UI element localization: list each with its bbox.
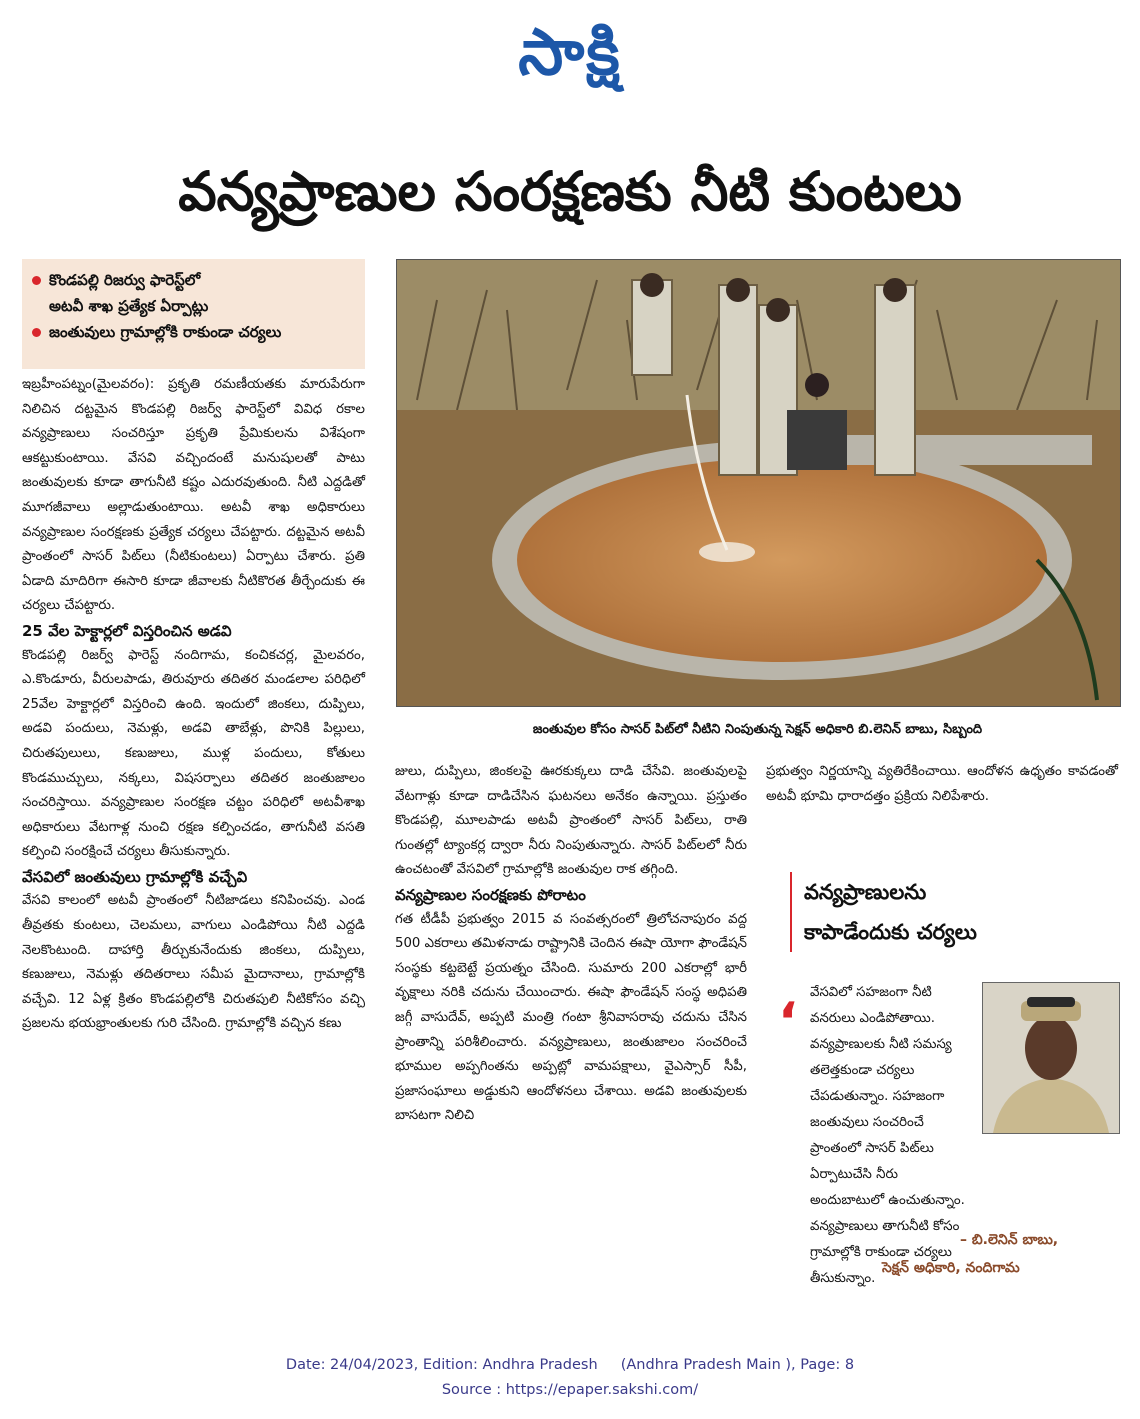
article-column-3 [766,760,1118,809]
quote-signature: – బి.లెనిన్ బాబు, [960,1232,1059,1248]
article-intro: ఇబ్రహీంపట్నం(మైలవరం): ప్రకృతి రమణీయతకు మారుపేరుగా నిలిచిన దట్టమైన కొండపల్లి రిజర్వ్ ఫారెస్ట్‌లో వివిధ రకాల వన్యప్రాణులు సంచరిస్తూ ప్రకృతి ప్రేమికులను విశేషంగా ఆకట్టుకుంటాయి. వేసవి వచ్చిందంటే మనుషులతో పాటు జంతువులకు కూడా తాగునీటి కష్టం ఎదురవుతుంది. నీటి ఎద్దడితో మూగజీవాలు అల్లాడుతుంటాయి. అటవీ శాఖ అధికారులు వన్యప్రాణుల సంరక్షణకు ప్రత్యేక చర్యలు చేపట్టారు. దట్టమైన అటవీ ప్రాంతంలో సాసర్ పిట్‌లు (నీటికుంటలు) ఏర్పాటు చేశారు. ప్రతి ఏడాది మాదిరిగా ఈసారి కూడా జీవాలకు నీటికొరత తీర్చేందుకు ఈ చర్యలు చేపట్టారు. [22,377,365,614]
bullet-dot-icon [32,276,41,285]
article-paragraph: వేసవి కాలంలో అటవీ ప్రాంతంలో నీటిజాడలు కనిపించవు. ఎండ తీవ్రతకు కుంటలు, చెలమలు, వాగులు ఎండిపోయి నీటి ఎద్దడి నెలకొంటుంది. దాహార్తి తీర్చుకునేందుకు జింకలు, దుప్పిలు, కణుజులు, నెమళ్లు తదితరాలు సమీప మైదానాలు, గ్రామాల్లోకి వచ్చేవి. 12 ఏళ్ల క్రితం కొండపల్లిలోకి చిరుతపులి నీటికోసం వచ్చి ప్రజలను భయభ్రాంతులకు గురి చేసింది. గ్రామాల్లోకి వచ్చిన కణు [22,893,365,1032]
quote-box-heading: వన్యప్రాణులను కాపాడేందుకు చర్యలు [804,880,977,944]
highlight-item: కొండపల్లి రిజర్వు ఫారెస్ట్‌లో [32,267,355,293]
article-column-1 [22,373,365,1037]
newspaper-logo: సాక్షి [518,16,622,90]
photo-caption: జంతువుల కోసం సాసర్ పిట్‌లో నీటిని నింపుతున్న సెక్షన్ అధికారి బి.లెనిన్ బాబు, సిబ్బంది [532,722,983,737]
source-footer[interactable]: Source : https://epaper.sakshi.com/ [441,1382,699,1398]
article-column-2 [395,760,747,1129]
highlight-item: జంతువులు గ్రామాల్లోకి రాకుండా చర్యలు [32,319,355,345]
officer-quote: వేసవిలో సహజంగా నీటి వనరులు ఎండిపోతాయి. వన్యప్రాణులకు నీటి సమస్య తలెత్తకుండా చర్యలు చేపడుతున్నాం. సహజంగా జంతువులు సంచరించే ప్రాంతంలో సాసర్ పిట్‌లు ఏర్పాటుచేసి నీరు అందుబాటులో ఉంచుతున్నాం. వన్యప్రాణులు తాగునీటి కోసం గ్రామాల్లోకి రాకుండా చర్యలు తీసుకున్నాం. [810,985,965,1286]
article-paragraph: గత టీడీపీ ప్రభుత్వం 2015 వ సంవత్సరంలో త్రిలోచనాపురం వద్ద 500 ఎకరాలు తమిళనాడు రాష్ట్రానికి చెందిన ఈషా యోగా ఫౌండేషన్ సంస్థకు కట్టబెట్టే ప్రయత్నం చేసింది. సుమారు 200 ఎకరాల్లో భారీ వృక్షాలు నరికి చదును చేయించారు. ఈషా ఫౌండేషన్ సంస్థ అధిపతి జగ్గీ వాసుదేవ్, అప్పటి మంత్రి గంటా శ్రీనివాసరావు చదును చేసిన ప్రాంతాన్ని పరిశీలించారు. వన్యప్రాణులు, జంతుజాలం సంచరించే భూముల అప్పగింతను అప్పట్లో వామపక్షాలు, వైఎస్సార్ సీపీ, ప్రజాసంఘాలు అడ్డుకుని ఆందోళనలు చేశాయి. అడవి జంతువులకు బాసటగా నిలిచి [395,911,747,1124]
page-title: వన్యప్రాణుల సంరక్షణకు నీటి కుంటలు [178,160,962,223]
subheading: వన్యప్రాణుల సంరక్షణకు పోరాటం [395,885,586,904]
highlight-item: అటవీ శాఖ ప్రత్యేక ఏర్పాట్లు [49,297,209,315]
subheading: వేసవిలో జంతువులు గ్రామాల్లోకి వచ్చేవి [22,867,248,886]
edition-footer: Date: 24/04/2023, Edition: Andhra Pradesh (Andhra Pradesh Main ), Page: 8 [285,1357,855,1373]
photo-illustration [397,260,1120,706]
quote-designation: సెక్షన్ అధికారి, నందిగామ [882,1260,1020,1276]
highlights-box [22,259,365,369]
bullet-dot-icon [32,328,41,337]
article-paragraph: కొండపల్లి రిజర్వ్ ఫారెస్ట్ నందిగామ, కంచికచర్ల, మైలవరం, ఎ.కొండూరు, వీరులపాడు, తిరువూరు తదితర మండలాల పరిధిలో 25వేల హెక్టార్లలో విస్తరించి ఉంది. ఇందులో జింకలు, దుప్పిలు, అడవి పందులు, నెమళ్లు, అడవి తాబేళ్లు, పొనికి పిల్లులు, చిరుతపులులు, కణుజులు, ముళ్ల పందులు, కోతులు కొండముచ్చులు, నక్కలు, విషసర్పాలు తదితర జంతుజాలం సంచరిస్తాయి. వన్యప్రాణుల సంరక్షణ చట్టం పరిధిలో అటవీశాఖ అధికారులు వేటగాళ్ల నుంచి రక్షణ కల్పించడం, తాగునీటి వసతి కల్పించి సంరక్షించే చర్యలు తీసుకున్నారు. [22,647,365,860]
quote-mark-icon: ‘ [778,992,798,1052]
news-photo [396,259,1121,707]
article-paragraph: జులు, దుప్పిలు, జింకలపై ఊరకుక్కలు దాడి చేసేవి. జంతువులపై వేటగాళ్లు కూడా దాడిచేసిన ఘటనలు అనేకం ఉన్నాయి. ప్రస్తుతం కొండపల్లి, మూలపాడు అటవీ ప్రాంతంలో సాసర్ పిట్‌లు, రాతి గుంతల్లో ట్యాంకర్ల ద్వారా నీరు నింపుతున్నారు. సాసర్ పిట్‌లలో నీరు ఉంచటంతో వేసవిలో గ్రామాల్లోకి జంతువుల రాక తగ్గింది. [395,764,747,878]
article-paragraph: ప్రభుత్వం నిర్ణయాన్ని వ్యతిరేకించాయి. ఆందోళన ఉధృతం కావడంతో అటవీ భూమి ధారాదత్తం ప్రక్రియ నిలిపేశారు. [766,764,1118,804]
subheading: 25 వేల హెక్టార్లలో విస్తరించిన అడవి [22,621,232,640]
